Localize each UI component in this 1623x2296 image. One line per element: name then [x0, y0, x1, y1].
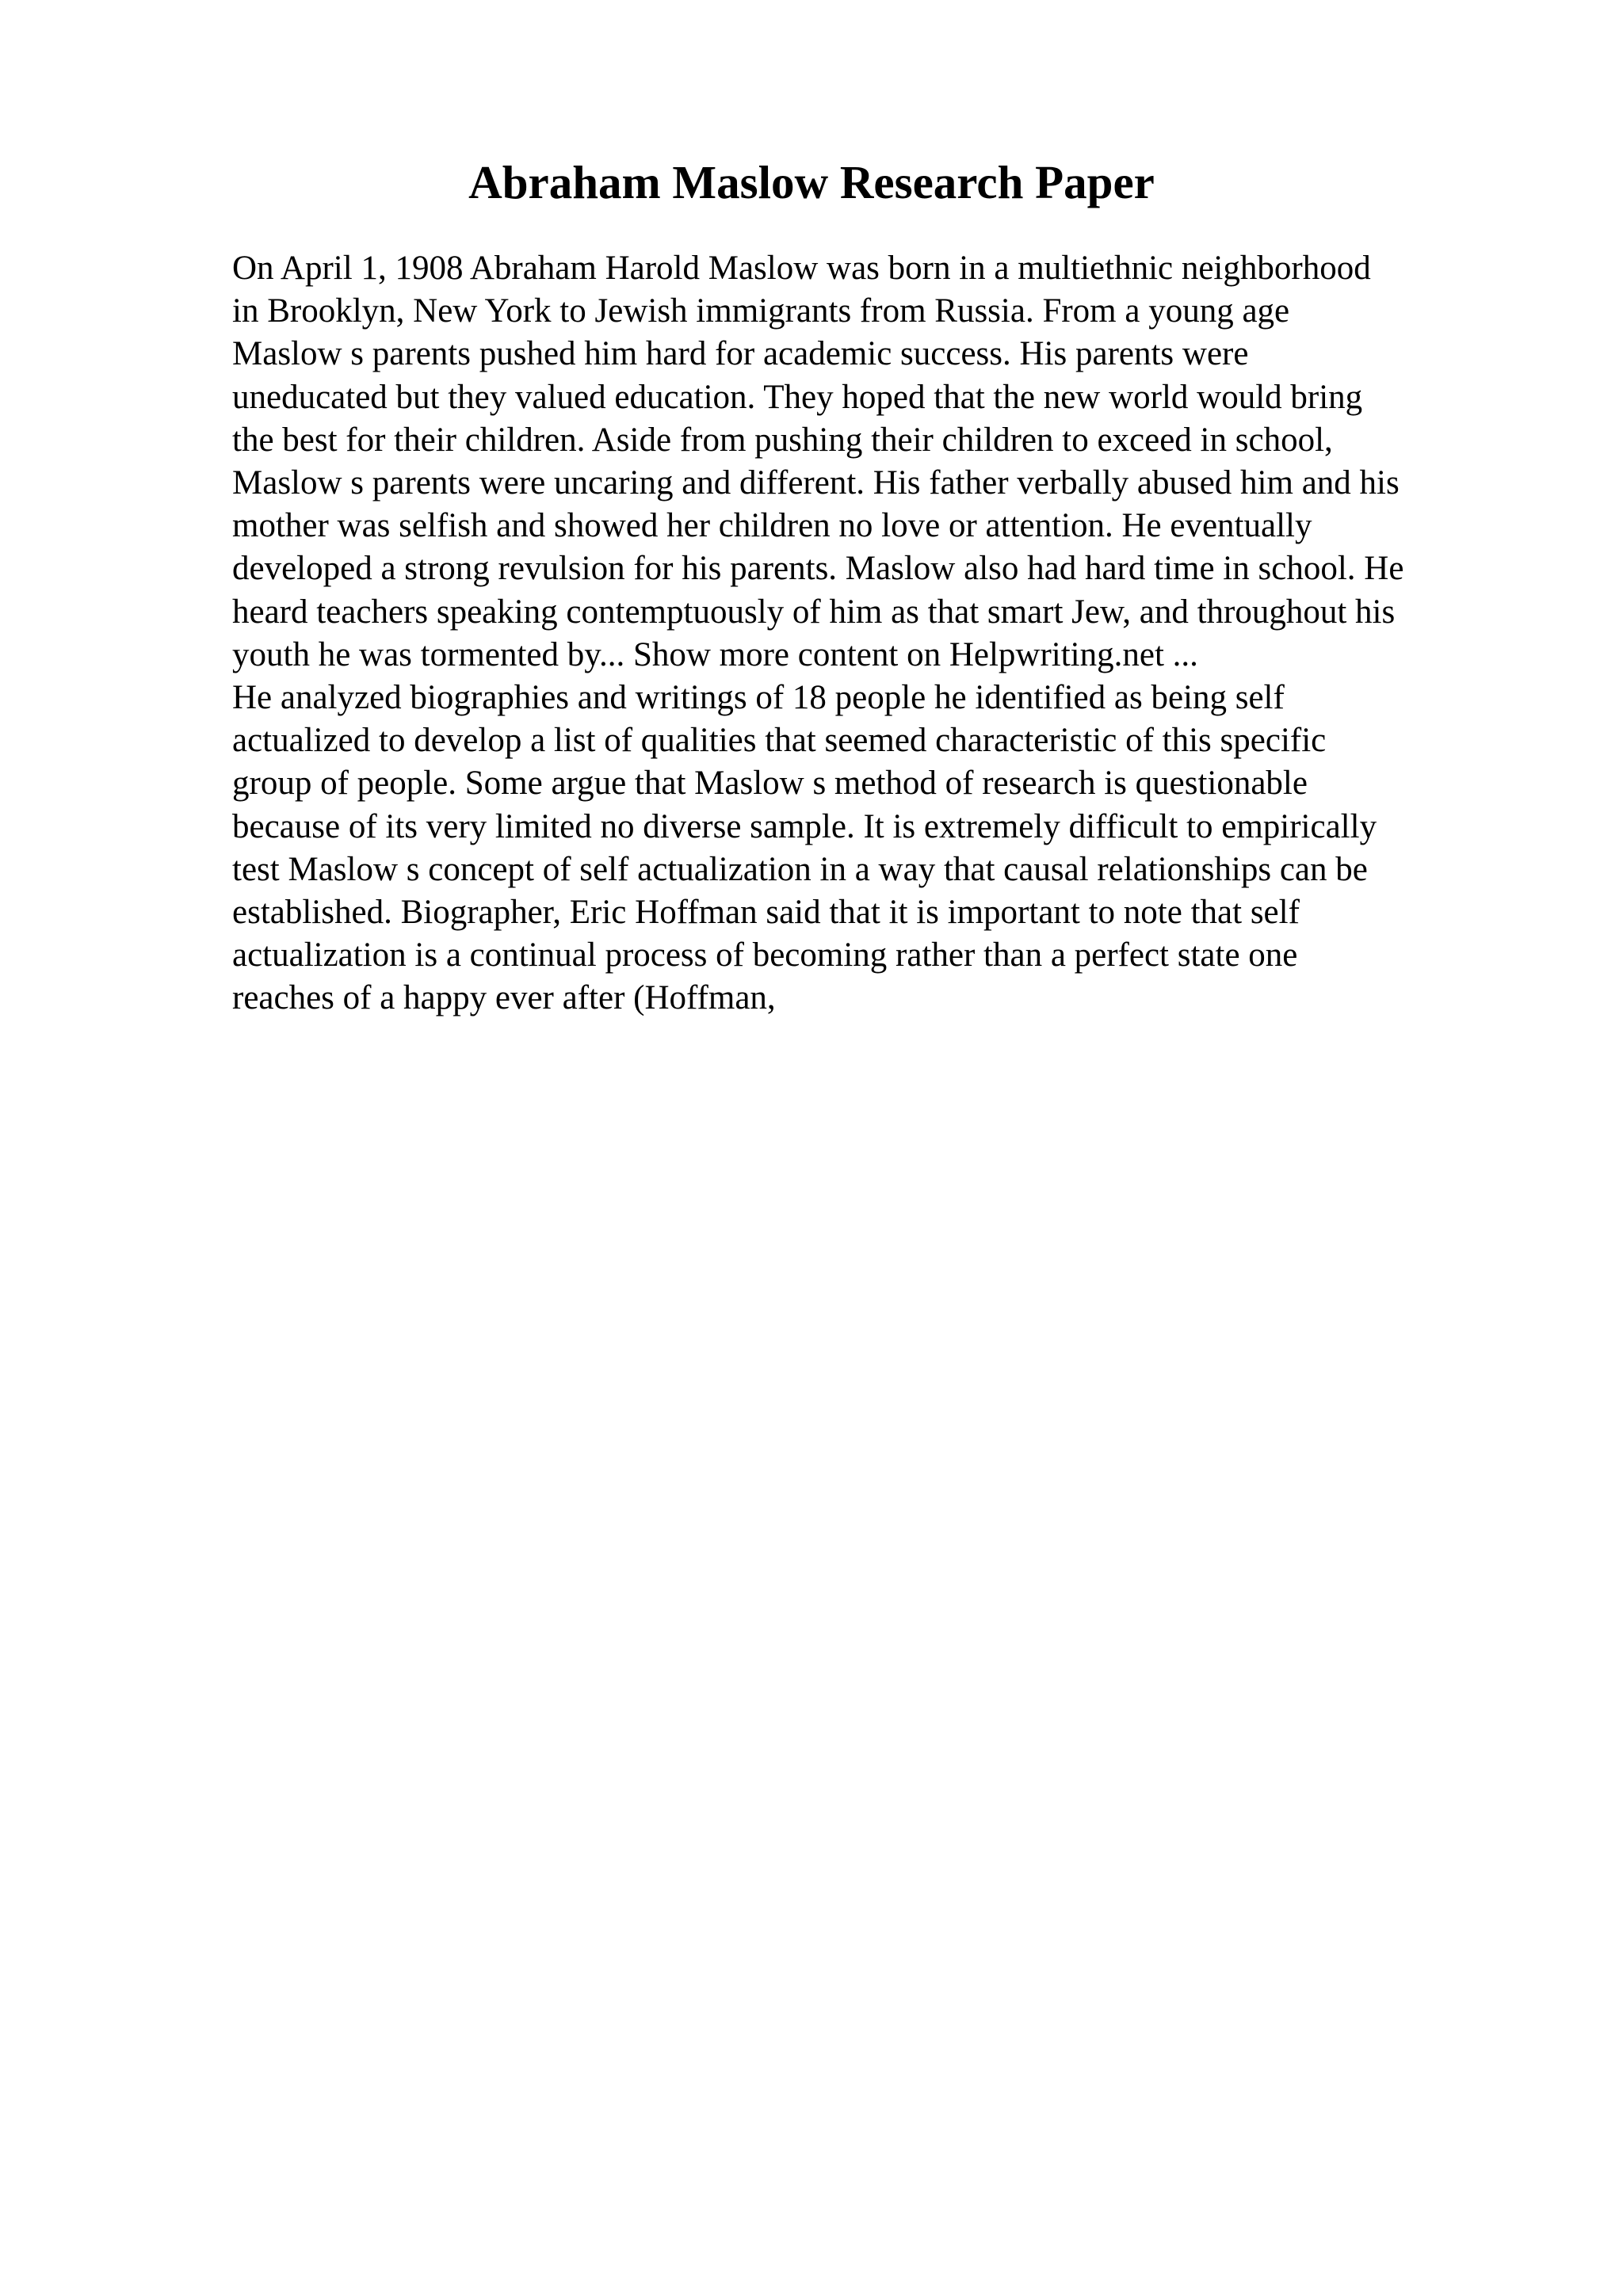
body-line: actualized to develop a list of qualities that seemed characteristic of this specific — [232, 722, 1327, 760]
body-line: uneducated but they valued education. They hoped that the new world would bring — [232, 378, 1363, 416]
body-line: Maslow s parents were uncaring and different. His father verbally abused him and his — [232, 464, 1400, 502]
body-line: the best for their children. Aside from pushing their children to exceed in school, — [232, 421, 1333, 459]
body-line: actualization is a continual process of becoming rather than a perfect state one — [232, 936, 1298, 974]
document-body — [232, 247, 1516, 1020]
body-line: heard teachers speaking contemptuously of him as that smart Jew, and throughout his — [232, 593, 1396, 631]
body-line: developed a strong revulsion for his parents. Maslow also had hard time in school. He — [232, 550, 1404, 588]
body-line: because of its very limited no diverse sample. It is extremely difficult to empirically — [232, 807, 1377, 845]
body-line: Maslow s parents pushed him hard for academic success. His parents were — [232, 335, 1249, 373]
body-line: group of people. Some argue that Maslow s method of research is questionable — [232, 765, 1308, 803]
document-title: Abraham Maslow Research Paper — [468, 156, 1155, 208]
body-line: reaches of a happy ever after (Hoffman, — [232, 979, 776, 1017]
body-line: On April 1, 1908 Abraham Harold Maslow was born in a multiethnic neighborhood — [232, 250, 1371, 287]
body-line: test Maslow s concept of self actualization in a way that causal relationships can be — [232, 850, 1368, 888]
body-line: in Brooklyn, New York to Jewish immigrants from Russia. From a young age — [232, 292, 1290, 330]
body-line: youth he was tormented by... Show more content on Helpwriting.net ... — [232, 635, 1198, 673]
body-line: He analyzed biographies and writings of 18 people he identified as being self — [232, 679, 1285, 717]
body-line: established. Biographer, Eric Hoffman said that it is important to note that self — [232, 894, 1300, 932]
body-line: mother was selfish and showed her children no love or attention. He eventually — [232, 507, 1312, 545]
